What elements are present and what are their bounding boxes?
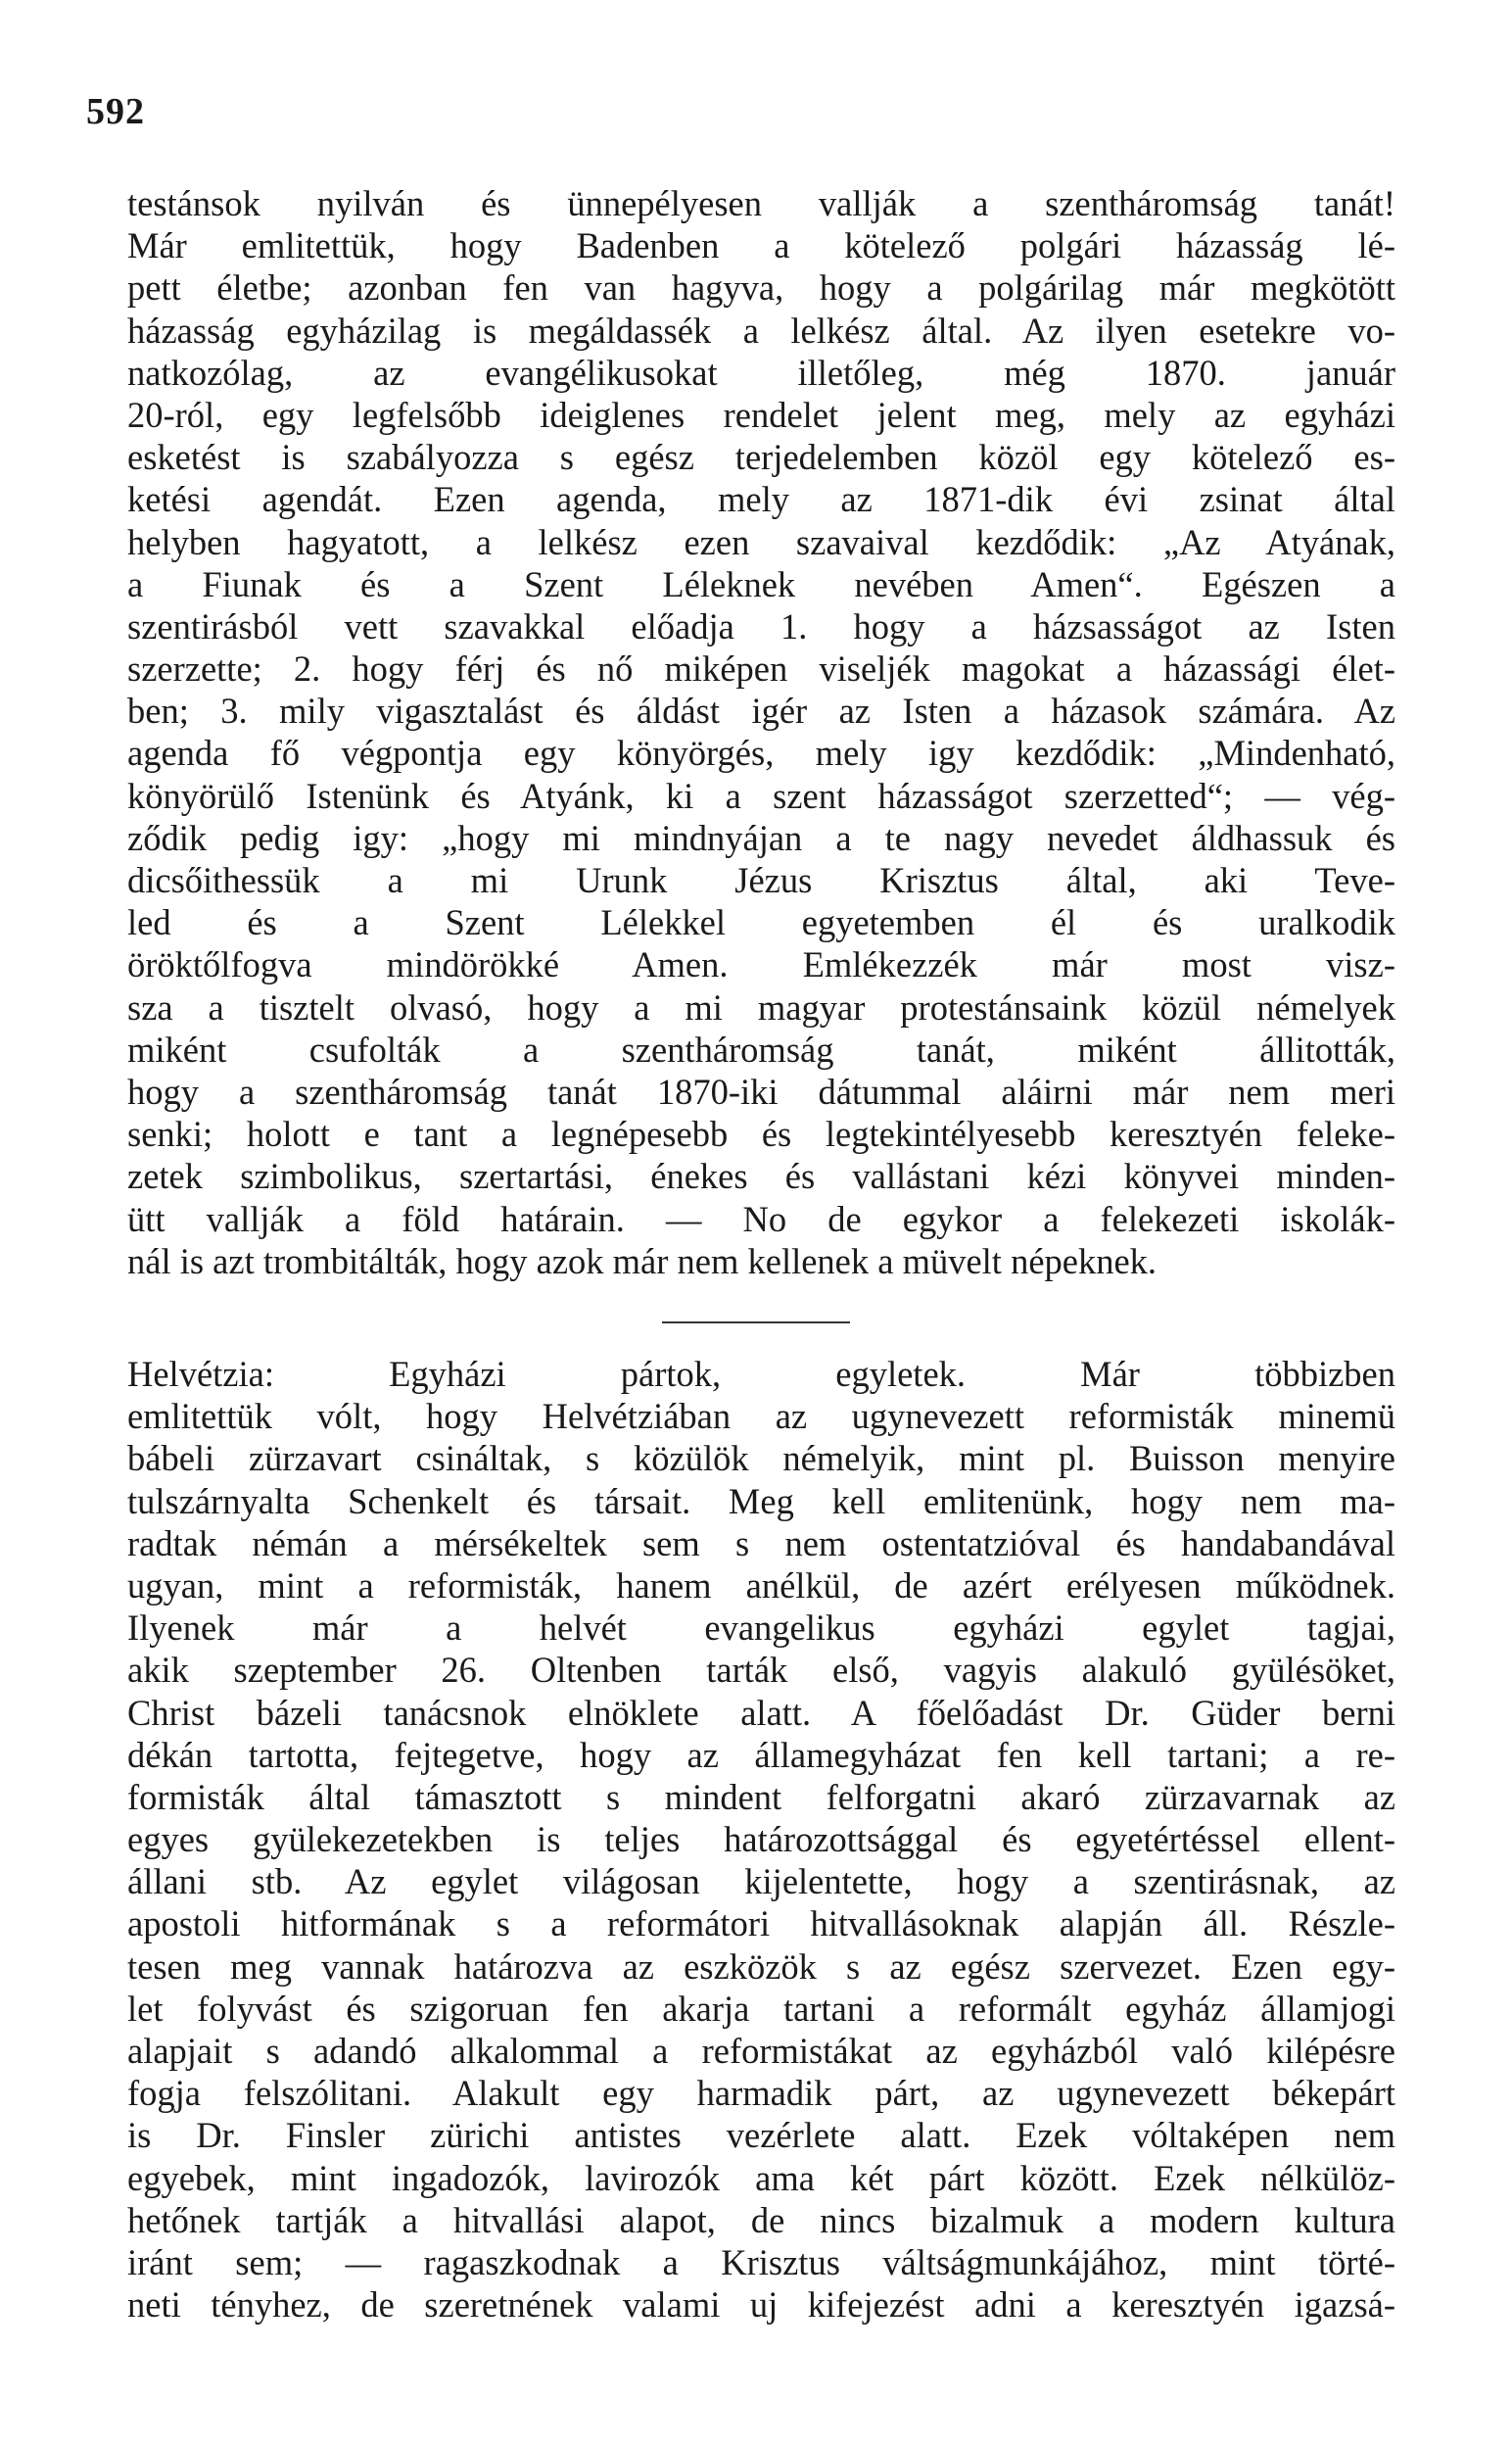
section-divider xyxy=(662,1321,850,1323)
text-line: let folyvást és szigoruan fen akarja tartani a reformált egyház államjogi xyxy=(127,1988,1395,2029)
text-line: is Dr. Finsler zürichi antistes vezérlete alatt. Ezek vóltaképen nem xyxy=(127,2115,1395,2156)
text-line: ütt vallják a föld határain. — No de egykor a felekezeti iskolák- xyxy=(127,1198,1395,1239)
text-line: apostoli hitformának s a reformátori hitvallásoknak alapján áll. Részle- xyxy=(127,1903,1395,1944)
text-line: miként csufolták a szentháromság tanát, miként állitották, xyxy=(127,1029,1395,1070)
text-line: zetek szimbolikus, szertartási, énekes és vallástani kézi könyvei minden- xyxy=(127,1156,1395,1197)
text-line: szerzette; 2. hogy férj és nő miképen viseljék magokat a házassági élet- xyxy=(127,648,1395,690)
text-line: tesen meg vannak határozva az eszközök s az egész szervezet. Ezen egy- xyxy=(127,1945,1395,1987)
text-line: dicsőithessük a mi Urunk Jézus Krisztus által, aki Teve- xyxy=(127,860,1395,900)
text-line: állani stb. Az egylet világosan kijelentette, hogy a szentirásnak, az xyxy=(127,1861,1395,1902)
text-line: ződik pedig igy: „hogy mi mindnyájan a te nagy nevedet áldhassuk és xyxy=(127,817,1395,858)
text-line: radtak némán a mérsékeltek sem s nem ostentatzióval és handabandával xyxy=(127,1522,1395,1563)
text-line: dékán tartotta, fejtegetve, hogy az államegyházat fen kell tartani; a re- xyxy=(127,1734,1395,1775)
text-line: emlitettük vólt, hogy Helvétziában az ugynevezett reformisták minemü xyxy=(127,1396,1395,1437)
text-line: bábeli zürzavart csináltak, s közülök némelyik, mint pl. Buisson menyire xyxy=(127,1438,1395,1479)
text-line: egyes gyülekezetekben is teljes határozottsággal és egyetértéssel ellent- xyxy=(127,1819,1395,1860)
text-line: tulszárnyalta Schenkelt és társait. Meg kell emlitenünk, hogy nem ma- xyxy=(127,1480,1395,1521)
text-line: agenda fő végpontja egy könyörgés, mely igy kezdődik: „Mindenható, xyxy=(127,733,1395,774)
text-line: könyörülő Istenünk és Atyánk, ki a szent házasságot szerzetted“; — vég- xyxy=(127,775,1395,816)
text-line: Christ bázeli tanácsnok elnöklete alatt. A főelőadást Dr. Güder berni xyxy=(127,1692,1395,1733)
text-line: ketési agendát. Ezen agenda, mely az 1871-dik évi zsinat által xyxy=(127,479,1395,520)
text-line: ben; 3. mily vigasztalást és áldást igér az Isten a házasok számára. Az xyxy=(127,691,1395,732)
text-line: Ilyenek már a helvét evangelikus egyházi egylet tagjai, xyxy=(127,1607,1395,1649)
text-line: a Fiunak és a Szent Léleknek nevében Amen“. Egészen a xyxy=(127,563,1395,604)
page-number: 592 xyxy=(86,91,145,132)
text-line: hogy a szentháromság tanát 1870-iki dátummal aláirni már nem meri xyxy=(127,1071,1395,1112)
text-line: öröktőlfogva mindörökké Amen. Emlékezzék már most visz- xyxy=(127,944,1395,985)
paragraph-helvetzia xyxy=(127,1353,1395,2326)
text-line: pett életbe; azonban fen van hagyva, hogy a polgárilag már megkötött xyxy=(127,267,1395,309)
text-line: Helvétzia: Egyházi pártok, egyletek. Már többizben xyxy=(127,1354,1395,1394)
text-line: led és a Szent Lélekkel egyetemben él és uralkodik xyxy=(127,902,1395,943)
text-line: egyebek, mint ingadozók, lavirozók ama két párt között. Ezek nélkülöz- xyxy=(127,2157,1395,2198)
text-line: ugyan, mint a reformisták, hanem anélkül, de azért erélyesen működnek. xyxy=(127,1564,1395,1606)
text-line: nál is azt trombitálták, hogy azok már nem kellenek a müvelt népeknek. xyxy=(127,1240,1158,1281)
text-line: hetőnek tartják a hitvallási alapot, de nincs bizalmuk a modern kultura xyxy=(127,2199,1395,2240)
text-line: testánsok nyilván és ünnepélyesen vallják a szentháromság tanát! xyxy=(127,183,1395,223)
text-line: formisták által támasztott s mindent felforgatni akaró zürzavarnak az xyxy=(127,1776,1395,1817)
text-line: sza a tisztelt olvasó, hogy a mi magyar protestánsaink közül némelyek xyxy=(127,986,1395,1028)
text-line: 20-ról, egy legfelsőbb ideiglenes rendelet jelent meg, mely az egyházi xyxy=(127,394,1395,435)
text-line: esketést is szabályozza s egész terjedelemben közöl egy kötelező es- xyxy=(127,437,1395,478)
text-line: senki; holott e tant a legnépesebb és legtekintélyesebb keresztyén feleke- xyxy=(127,1114,1395,1155)
text-line: házasság egyházilag is megáldassék a lelkész által. Az ilyen esetekre vo- xyxy=(127,310,1395,351)
text-line: helyben hagyatott, a lelkész ezen szavaival kezdődik: „Az Atyának, xyxy=(127,521,1395,562)
text-line: natkozólag, az evangélikusokat illetőleg, még 1870. január xyxy=(127,352,1395,393)
text-line: iránt sem; — ragaszkodnak a Krisztus váltságmunkájához, mint törté- xyxy=(127,2241,1395,2282)
text-line: neti tényhez, de szeretnének valami uj kifejezést adni a keresztyén igazsá- xyxy=(127,2284,1395,2326)
text-line: fogja felszólitani. Alakult egy harmadik párt, az ugynevezett békepárt xyxy=(127,2073,1395,2114)
text-line: szentirásból vett szavakkal előadja 1. hogy a házsasságot az Isten xyxy=(127,605,1395,647)
text-line: Már emlitettük, hogy Badenben a kötelező polgári házasság lé- xyxy=(127,225,1395,266)
text-line: akik szeptember 26. Oltenben tarták első, vagyis alakuló gyülésöket, xyxy=(127,1650,1395,1691)
text-line: alapjait s adandó alkalommal a reformistákat az egyházból való kilépésre xyxy=(127,2031,1395,2071)
paragraph-reformed-liturgy xyxy=(127,182,1395,1282)
